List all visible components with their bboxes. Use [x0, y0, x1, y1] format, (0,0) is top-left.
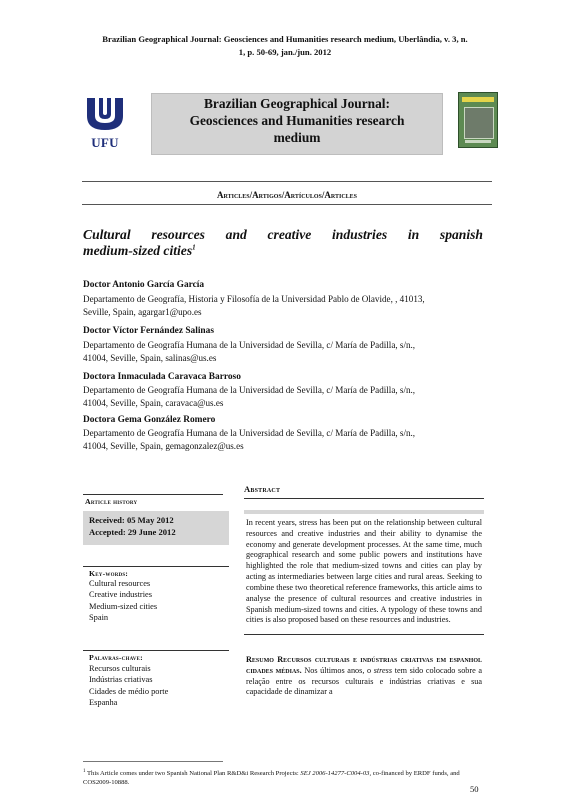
palavra-chave-item: Indústrias criativas	[89, 675, 153, 685]
abstract-gray-band	[244, 510, 484, 514]
section-heading: Articles/Artigos/Artículos/Articles	[216, 190, 358, 200]
accepted-date: Accepted: 29 June 2012	[89, 526, 176, 537]
affiliation-line: Departamento de Geografía Humana de la Universidad de Sevilla, c/ María de Padilla, s/n.,	[83, 428, 416, 438]
received-date: Received: 05 May 2012	[89, 515, 174, 525]
paper-title-line-2: medium-sized cities$^1$	[83, 243, 196, 259]
paper-title	[83, 227, 483, 260]
resumo-text-a: Nos últimos anos, o	[304, 665, 372, 675]
footnote-text-a: This Article comes under two Spanish National Plan R&D&i Research Projects:	[87, 770, 299, 778]
logo-caption: UFU	[91, 135, 119, 150]
affiliation-line: 41004, Seville, Spain, caravaca@us.es	[83, 398, 224, 409]
resumo-text-italic: stress	[373, 665, 393, 675]
footnote	[83, 768, 488, 788]
palavra-chave-item: Espanha	[89, 698, 118, 708]
palavras-chave-rule	[83, 650, 229, 651]
palavra-chave-item: Cidades de médio porte	[89, 686, 169, 696]
palavra-chave-item: Recursos culturais	[89, 664, 151, 673]
palavras-chave-heading: Palavras-chave:	[89, 653, 143, 662]
keywords-heading: Key-words:	[89, 569, 129, 578]
resumo-paragraph	[246, 655, 482, 698]
author-name: Doctor Antonio García García	[83, 280, 205, 290]
section-rule-top	[82, 181, 492, 182]
abstract-heading: Abstract	[244, 484, 281, 494]
abstract-rule	[244, 498, 484, 499]
affiliation-line: Departamento de Geografía Humana de la Universidad de Sevilla, c/ María de Padilla, s/n.,	[83, 340, 416, 350]
author-name: Doctora Inmaculada Caravaca Barroso	[83, 372, 241, 382]
resumo-heading: Resumo Recursos culturais e indústrias criativas em espanhol cidades médias.	[246, 655, 482, 675]
footnote-rule	[83, 761, 223, 762]
keywords-list	[89, 578, 157, 623]
section-rule-bottom	[82, 204, 492, 205]
affiliation-line: Seville, Spain, agargar1@upo.es	[83, 307, 202, 318]
journal-header-line-2: 1, p. 50-69, jan./jun. 2012	[238, 47, 332, 58]
article-history-rule	[83, 494, 223, 495]
title-footnote-mark: 1	[192, 243, 196, 252]
resumo-text-b: tem sido colocado sobre a relação entre os recursos culturais e indústrias criativas e sua capacidade de dinamizar a	[246, 665, 483, 697]
paper-title-line-1: Cultural resources and creative industries in spanish	[83, 227, 483, 242]
keyword-item: Creative industries	[89, 590, 153, 600]
author-affiliation	[83, 384, 488, 410]
journal-title-line-1: Brazilian Geographical Journal:	[204, 96, 390, 111]
article-history-dates	[89, 515, 176, 538]
affiliation-line: 41004, Seville, Spain, gemagonzalez@us.es	[83, 441, 244, 452]
article-history-heading: Article history	[85, 497, 138, 506]
keywords-rule	[83, 566, 229, 567]
footnote-mark: 1	[83, 769, 86, 774]
journal-title-line-2: Geosciences and Humanities research	[189, 112, 405, 128]
journal-title-line-3: medium	[273, 129, 321, 145]
author-affiliation	[83, 427, 488, 453]
keyword-item: Medium-sized cities	[89, 601, 158, 611]
author-name: Doctor Víctor Fernández Salinas	[83, 326, 214, 336]
affiliation-line: Departamento de Geografía, Historia y Filosofía de la Universidad Pablo de Olavide, , 41013,	[83, 294, 425, 304]
keyword-item: Spain	[89, 613, 109, 623]
page-number: 50	[470, 784, 479, 794]
affiliation-line: Departamento de Geografía Humana de la Universidad de Sevilla, c/ María de Padilla, s/n.,	[83, 385, 416, 395]
footnote-text-italic: SEJ 2006-14277-C004-03	[300, 770, 370, 778]
abstract-bottom-rule	[244, 634, 484, 635]
keyword-item: Cultural resources	[89, 579, 151, 588]
journal-cover-thumbnail	[458, 92, 498, 148]
journal-title-box	[151, 93, 443, 155]
author-affiliation	[83, 293, 488, 319]
journal-running-header	[70, 33, 500, 60]
affiliation-line: 41004, Seville, Spain, salinas@us.es	[83, 353, 217, 364]
palavras-chave-list	[89, 663, 168, 708]
footnote-text-b: , co-financed by ERDF funds, and COS2009-10888.	[83, 770, 460, 787]
abstract-text: In recent years, stress has been put on the relationship between cultural resources and creative industries and their ability to dynamise the economy and generate development processes. At the same time, much geographical research and some public powers and institutions have highlighted the role that medium-sized towns and cities can play by acting as intermediaries between large cities and rural areas. Seeking to combine these two theoretical reference frameworks, this article aims to analyse the presence of cultural resources and creative industries in Spanish medium-sized towns and cities. A typology of these towns and cities is also proposed based on these resources and industries.	[246, 518, 482, 625]
author-affiliation	[83, 339, 488, 365]
journal-header-line-1: Brazilian Geographical Journal: Geosciences and Humanities research medium, Uberlândia, v. 3, n.	[102, 34, 468, 44]
author-name: Doctora Gema González Romero	[83, 415, 216, 425]
